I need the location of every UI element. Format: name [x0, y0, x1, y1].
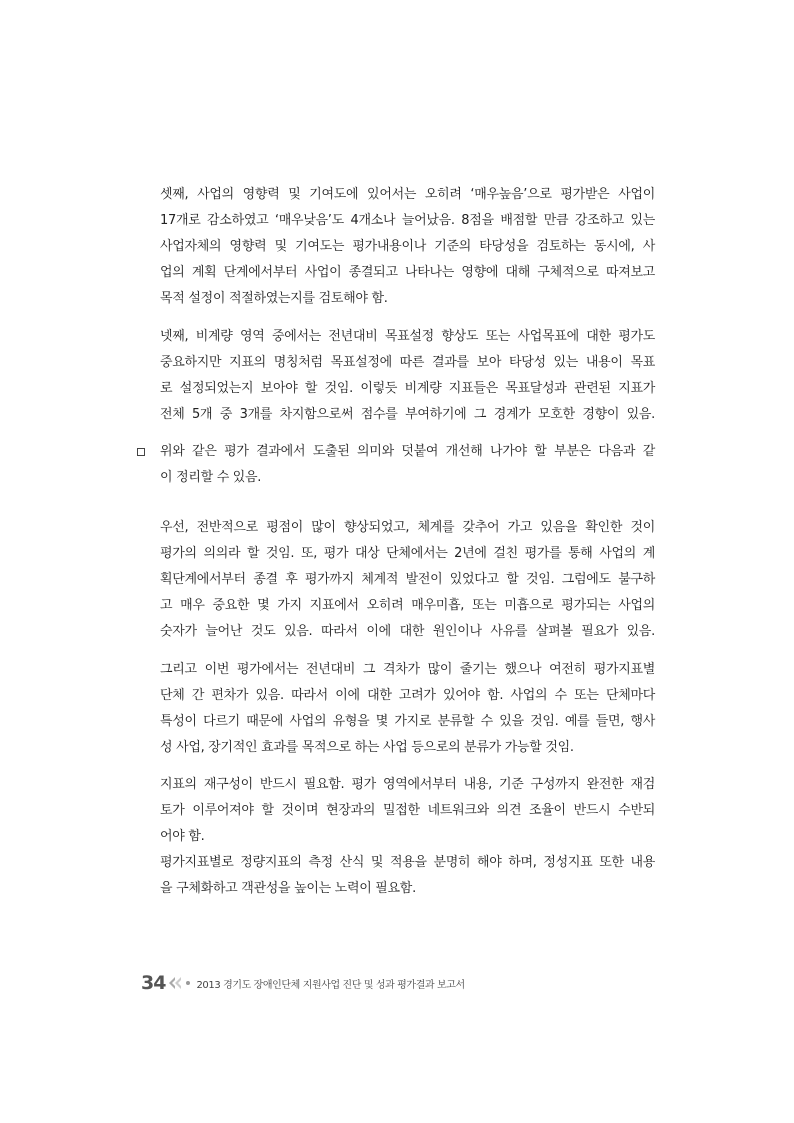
text-line: 숫자가 늘어난 것도 있음. 따라서 이에 대한 원인이나 사유를 살펴볼 필요가 있음.: [160, 624, 655, 639]
text-line: 어야 함.: [160, 829, 205, 844]
text-line: 을 구체화하고 객관성을 높이는 노력이 필요함.: [160, 881, 416, 896]
text-line: 로 설정되었는지 보아야 할 것임. 이렇듯 비계량 지표들은 목표달성과 관련된 지표가: [160, 381, 655, 396]
text-line: 토가 이루어져야 할 것이며 현장과의 밀접한 네트워크와 의견 조율이 반드시 수반되: [160, 803, 655, 818]
text-line: 고 매우 중요한 몇 가지 지표에서 오히려 매우미흡, 또는 미흡으로 평가되는 사업의: [160, 598, 655, 613]
text-line: 지표의 재구성이 반드시 필요함. 평가 영역에서부터 내용, 기준 구성까지 완전한 재검: [160, 777, 655, 792]
text-line: 성 사업, 장기적인 효과를 목적으로 하는 사업 등으로의 분류가 가능할 것임.: [160, 740, 574, 755]
text-line: 우선, 전반적으로 평점이 많이 향상되었고, 체계를 갖추어 가고 있음을 확인한 것이: [160, 520, 655, 535]
text-line: 단체 간 편차가 있음. 따라서 이에 대한 고려가 있어야 함. 사업의 수 또는 단체마다: [160, 688, 655, 703]
text-line: 셋째, 사업의 영향력 및 기여도에 있어서는 오히려 ‘매우높음’으로 평가받은 사업이: [160, 187, 655, 202]
text-line: 위와 같은 평가 결과에서 도출된 의미와 덧붙여 개선해 나가야 할 부분은 다음과 같: [160, 444, 655, 459]
text-line: 넷째, 비계량 영역 중에서는 전년대비 목표설정 향상도 또는 사업목표에 대한 평가도: [160, 329, 655, 344]
text-line: 평가의 의의라 할 것임. 또, 평가 대상 단체에서는 2년에 걸친 평가를 통해 사업의 계: [160, 546, 655, 561]
page-footer: [141, 970, 465, 996]
paragraph-third-point: [160, 182, 655, 312]
text-line: 특성이 다르기 때문에 사업의 유형을 몇 가지로 분류할 수 있을 것임. 예를 들면, 행사: [160, 714, 655, 729]
text-line: 사업자체의 영향력 및 기여도는 평가내용이나 기준의 타당성을 검토하는 동시에, 사: [160, 239, 655, 254]
text-line: 그리고 이번 평가에서는 전년대비 그 격차가 많이 줄기는 했으나 여전히 평가지표별: [160, 662, 655, 677]
text-line: 평가지표별로 정량지표의 측정 산식 및 적용을 분명히 해야 하며, 정성지표 또한 내용: [160, 855, 655, 870]
report-title: 2013 경기도 장애인단체 지원사업 진단 및 성과 평가결과 보고서: [196, 979, 465, 991]
paragraph-first-improvement: [160, 515, 655, 645]
paragraph-second-improvement: [160, 657, 655, 761]
square-bullet-icon: [137, 448, 145, 456]
paragraph-improvement-intro: [160, 439, 655, 491]
text-line: 이 정리할 수 있음.: [160, 470, 262, 485]
text-line: 획단계에서부터 종결 후 평가까지 체계적 발전이 있었다고 할 것임. 그럼에도 불구하: [160, 572, 655, 587]
text-line: 17개로 감소하였고 ‘매우낮음’도 4개소나 늘어났음. 8점을 배점할 만큼 강조하고 있는: [160, 213, 655, 228]
page-number: 34: [141, 972, 166, 994]
text-line: 중요하지만 지표의 명칭처럼 목표설정에 따른 결과를 보아 타당성 있는 내용이 목표: [160, 355, 655, 370]
bullet-dot-icon: [186, 981, 190, 985]
double-chevron-left-icon: [168, 976, 182, 990]
paragraph-fourth-point: [160, 324, 655, 428]
text-line: 업의 계획 단계에서부터 사업이 종결되고 나타나는 영향에 대해 구체적으로 따져보고: [160, 265, 655, 280]
text-line: 목적 설정이 적절하였는지를 검토해야 함.: [160, 291, 388, 306]
paragraph-indicator-restructure: [160, 772, 655, 902]
text-line: 전체 5개 중 3개를 차지함으로써 점수를 부여하기에 그 경계가 모호한 경향이 있음.: [160, 407, 655, 422]
